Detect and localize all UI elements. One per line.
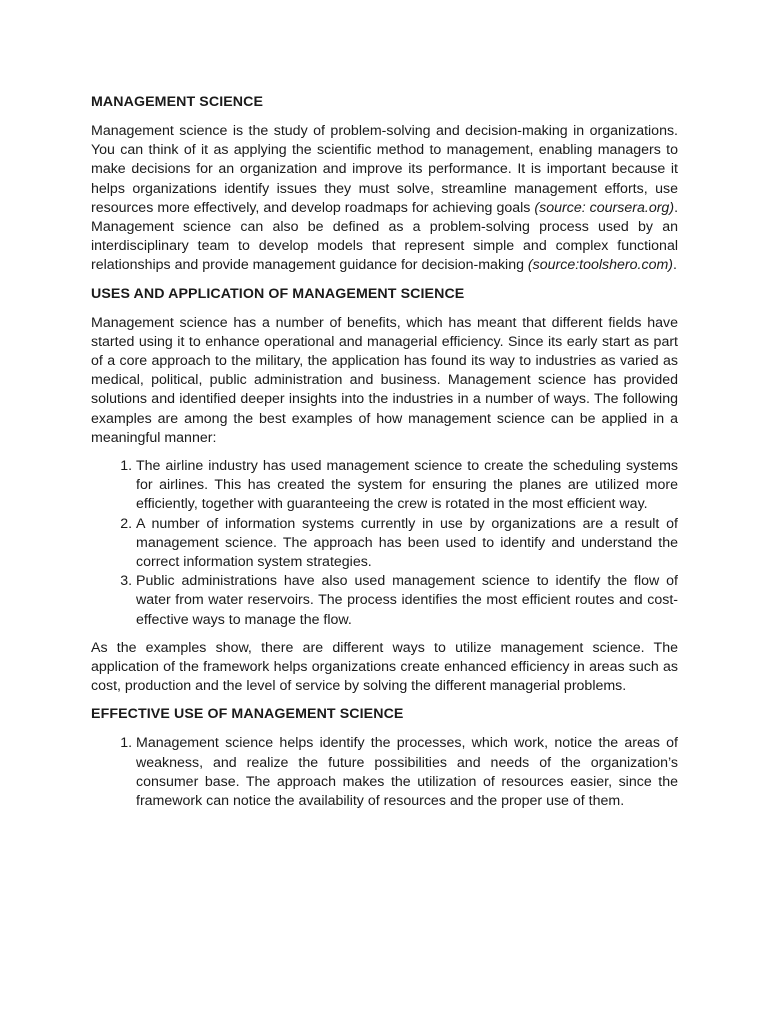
section-heading-effective-use: EFFECTIVE USE OF MANAGEMENT SCIENCE xyxy=(91,706,404,723)
section-heading-management-science: MANAGEMENT SCIENCE xyxy=(91,94,264,110)
list-item: 1. Management science helps identify the processes, which work, notice the areas of weakness, and realize the future possibilities and needs of the organization’s consumer base. The approach makes the utilization of resources easier, since the framework can notice the availability of resources and the proper use of them. xyxy=(136,734,678,811)
section-heading-uses-and-application: USES AND APPLICATION OF MANAGEMENT SCIENCE xyxy=(91,285,465,302)
list-item: 2. A number of information systems currently in use by organizations are a result of management science. The approach has been used to identify and understand the correct information system strategies. xyxy=(136,515,678,573)
effective-use-list xyxy=(91,734,678,811)
list-item: 3. Public administrations have also used management science to identify the flow of water from water reservoirs. The process identifies the most efficient routes and cost-effective ways to manage the flow. xyxy=(136,572,678,630)
paragraph-conclusion: As the examples show, there are different ways to utilize management science. The application of the framework helps organizations create enhanced efficiency in areas such as cost, production and the level of service by solving the different managerial problems. xyxy=(91,639,678,695)
citation-toolshero: (source:toolshero.com) xyxy=(527,257,674,274)
paragraph-definition xyxy=(91,122,678,276)
paragraph-text: . xyxy=(673,257,677,274)
examples-list xyxy=(91,457,678,630)
paragraph-text: Management science is the study of problem-solving and decision-making in organizations. You can think of it as applying the scientific method to management, enabling managers to make decisions for an organization and improve its performance. It is important because it helps organizations identify issues they must solve, streamline management efforts, use resources more effectively, and develop roadmaps for achieving goals xyxy=(91,123,678,216)
paragraph-uses-intro: Management science has a number of benefits, which has meant that different fields have started using it to enhance operational and managerial efficiency. Since its early start as part of a core approach to the military, the application has found its way to industries as varied as medical, political, public administration and business. Management science has provided solutions and identified deeper insights into the industries in a number of ways. The following examples are among the best examples of how management science can be applied in a meaningful manner: xyxy=(91,314,678,446)
citation-coursera: (source: coursera.org) xyxy=(534,199,675,216)
paragraph-text: . Management science can also be defined as a problem-solving process used by an interdisciplinary team to develop models that represent simple and complex functional relationships and provide management guidance for decision-making xyxy=(91,199,679,274)
list-item: 1. The airline industry has used management science to create the scheduling systems for airlines. This has created the system for ensuring the planes are utilized more efficiently, together with guaranteeing the crew is rotated in the most efficient way. xyxy=(136,457,678,515)
